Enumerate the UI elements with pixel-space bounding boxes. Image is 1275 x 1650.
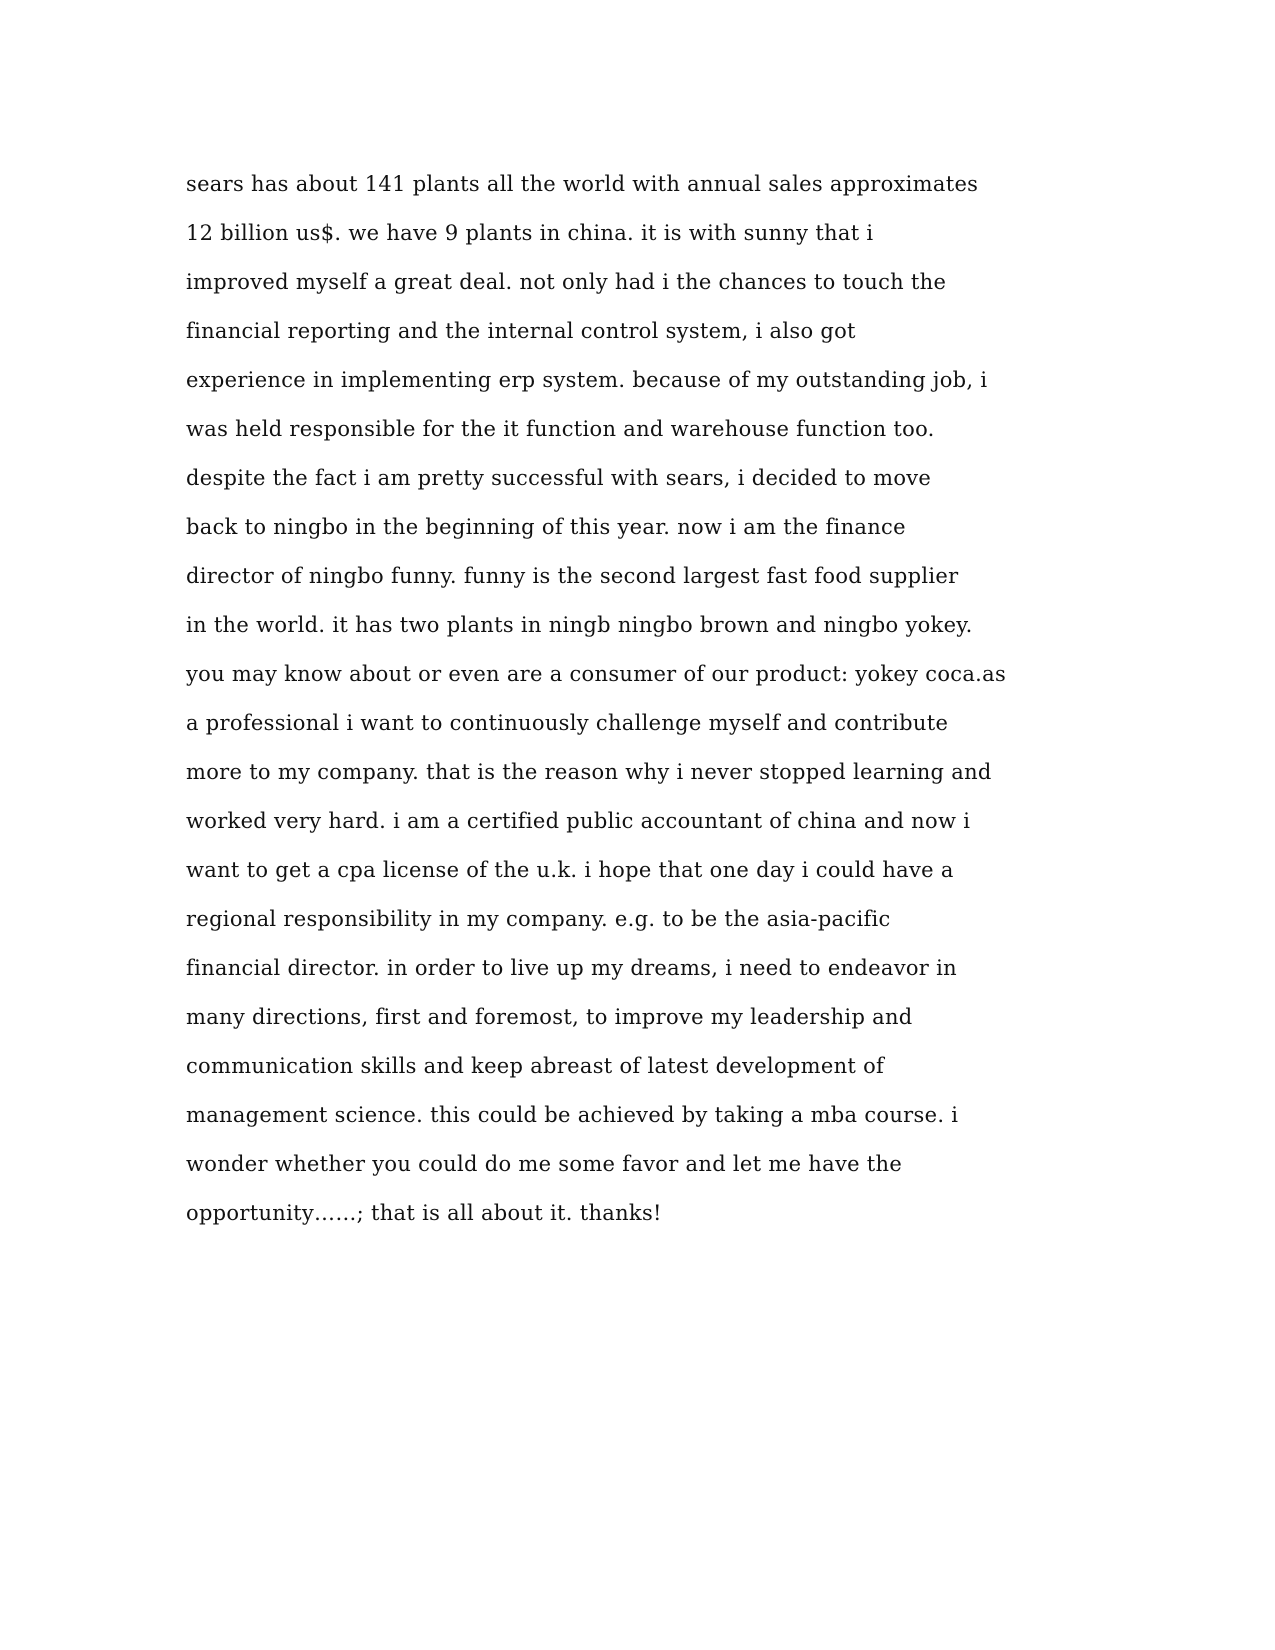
text-line: sears has about 141 plants all the world with annual sales approximates bbox=[186, 172, 979, 196]
text-line: in the world. it has two plants in ningb ningbo brown and ningbo yokey. bbox=[186, 613, 973, 637]
text-line: want to get a cpa license of the u.k. i hope that one day i could have a bbox=[186, 858, 954, 882]
text-line: experience in implementing erp system. because of my outstanding job, i bbox=[186, 368, 988, 392]
text-line: wonder whether you could do me some favor and let me have the bbox=[186, 1152, 903, 1176]
text-line: worked very hard. i am a certified public accountant of china and now i bbox=[186, 809, 971, 833]
text-line: financial director. in order to live up my dreams, i need to endeavor in bbox=[186, 956, 957, 980]
text-line: more to my company. that is the reason why i never stopped learning and bbox=[186, 760, 992, 784]
text-line: director of ningbo funny. funny is the second largest fast food supplier bbox=[186, 564, 959, 588]
text-line: improved myself a great deal. not only had i the chances to touch the bbox=[186, 270, 947, 294]
text-line: opportunity……; that is all about it. thanks! bbox=[186, 1201, 662, 1225]
text-line: you may know about or even are a consumer of our product: yokey coca.as bbox=[186, 662, 1007, 686]
text-line: regional responsibility in my company. e.g. to be the asia-pacific bbox=[186, 907, 891, 931]
text-line: many directions, first and foremost, to improve my leadership and bbox=[186, 1005, 913, 1029]
text-line: a professional i want to continuously challenge myself and contribute bbox=[186, 711, 949, 735]
text-line: financial reporting and the internal control system, i also got bbox=[186, 319, 856, 343]
text-line: management science. this could be achieved by taking a mba course. i bbox=[186, 1103, 959, 1127]
text-line: 12 billion us$. we have 9 plants in china. it is with sunny that i bbox=[186, 221, 874, 245]
text-line: was held responsible for the it function and warehouse function too. bbox=[186, 417, 935, 441]
text-line: communication skills and keep abreast of latest development of bbox=[186, 1054, 885, 1078]
text-line: back to ningbo in the beginning of this year. now i am the finance bbox=[186, 515, 906, 539]
document-body bbox=[186, 160, 1126, 1238]
text-line: despite the fact i am pretty successful with sears, i decided to move bbox=[186, 466, 932, 490]
